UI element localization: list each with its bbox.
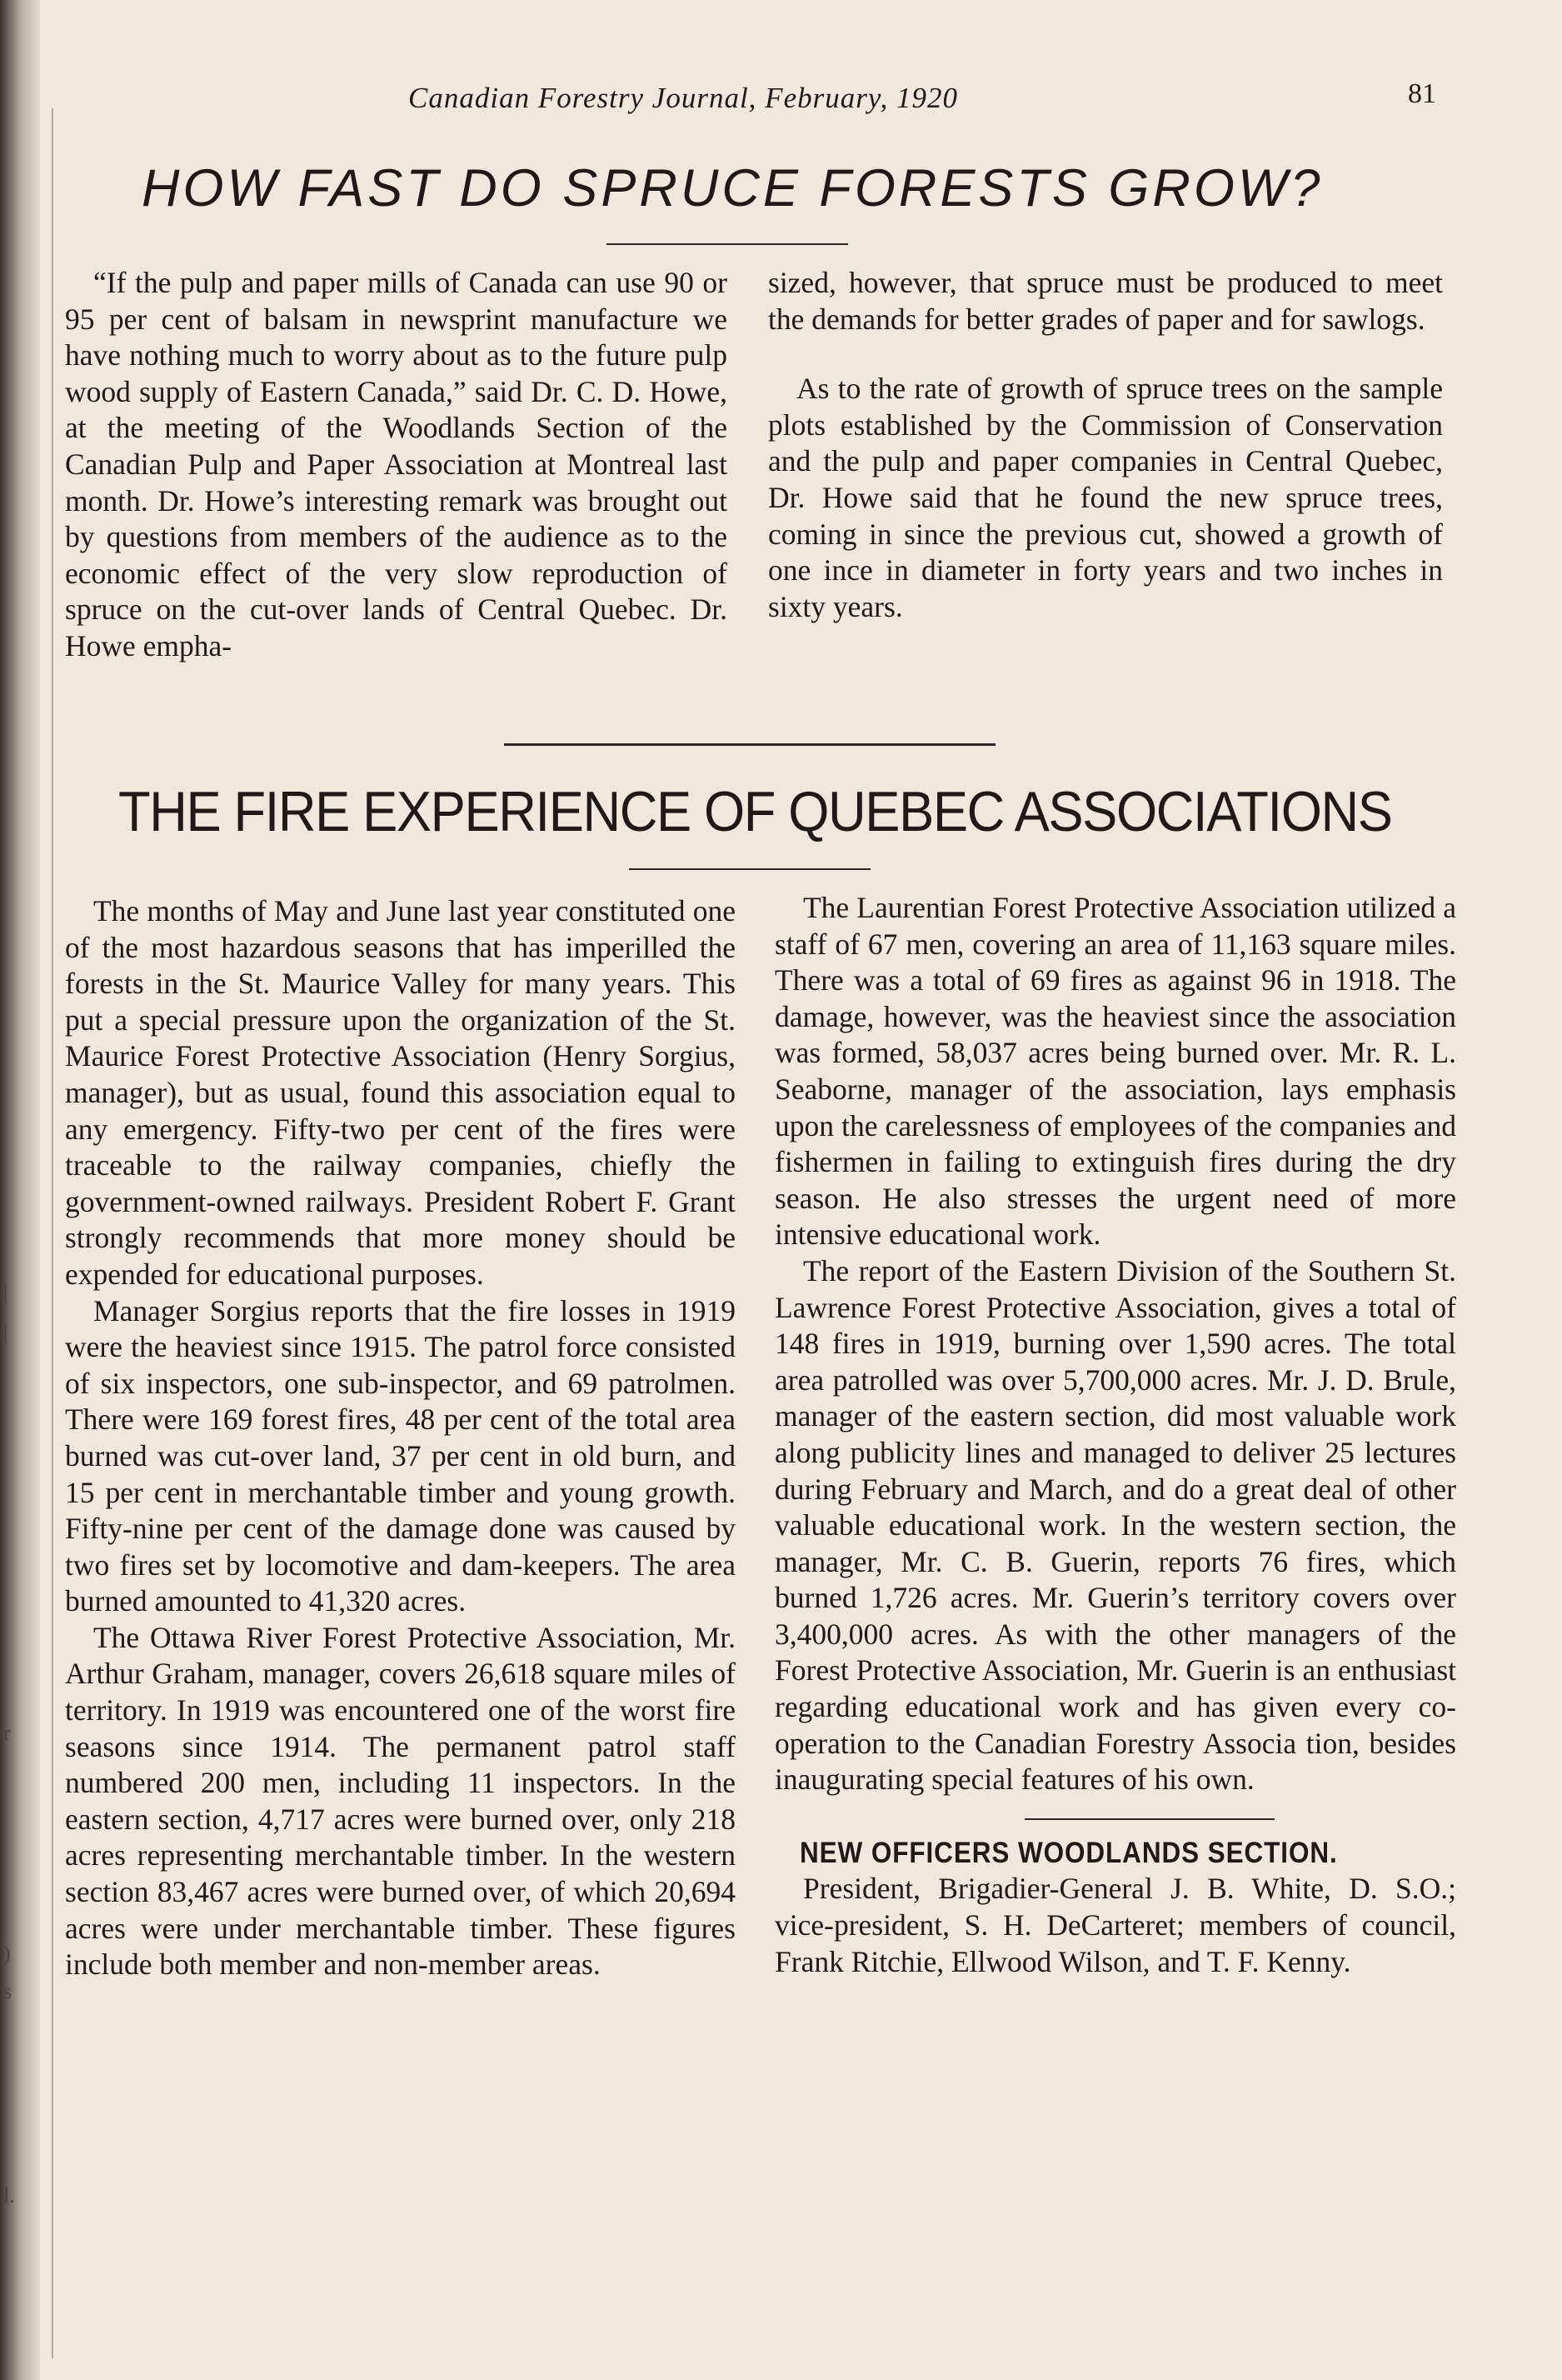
section-divider [504,743,996,746]
margin-mark: | [3,1279,8,1303]
section-rule [1025,1818,1275,1820]
running-head: Canadian Forestry Journal, February, 1920 [408,82,958,114]
paragraph: As to the rate of growth of spruce trees on the sample plots established by the Commission of Conservation and the pulp and paper companies in Central Quebec, Dr. Howe said that he found the new spruce trees, coming in since the previous cut, showed a growth of one ince in diameter in forty years and two inches in sixty years. [768,372,1443,623]
article-spruce-column-1 [65,265,727,665]
paragraph: The Ottawa River Forest Protective Association, Mr. Arthur Graham, manager, covers 26,618 square miles of territory. In 1919 was encountered one of the worst fire seasons since 1914. The permanent patrol staff numbered 200 men, including 11 inspectors. In the eastern section, 4,717 acres were burned over, only 218 acres representing merchantable timber. In the western section 83,467 acres were burned over, of which 20,694 acres were under merchantable timber. These figures include both member and non-member areas. [65,1620,736,1982]
article-fire-column-2 [775,890,1456,1980]
article-fire-column-1 [65,893,736,1983]
paragraph: The Laurentian Forest Protective Association utilized a staff of 67 men, covering an area of 11,163 square miles. There was a total of 69 fires as against 96 in 1918. The damage, however, was the heaviest since the association was formed, 58,037 acres being burned over. Mr. R. L. Seaborne, manager of the association, lays emphasis upon the carelessness of employees of the companies and fishermen in failing to extinguish fires during the dry season. He also stresses the urgent need of more intensive educational work. [775,891,1456,1252]
officers-heading: NEW OFFICERS WOODLANDS SECTION. [800,1836,1338,1869]
title-rule [629,868,871,870]
article-spruce-column-2 [768,265,1443,625]
paragraph: Manager Sorgius reports that the fire losses in 1919 were the heaviest since 1915. The patrol force consisted of six inspectors, one sub-inspector, and 69 patrolmen. There were 169 forest fires, 48 per cent of the total area burned was cut-over land, 37 per cent in old burn, and 15 per cent in merchantable timber and young growth. Fifty-nine per cent of the damage done was caused by two fires set by locomotive and dam-keepers. The area burned amounted to 41,320 acres. [65,1293,736,1618]
paragraph: The months of May and June last year constituted one of the most hazardous seasons that has imperilled the forests in the St. Maurice Valley for many years. This put a special pressure upon the organization of the St. Maurice Forest Protective Association (Henry Sorgius, manager), but as usual, found this association equal to any emergency. Fifty-two per cent of the fires were traceable to the railway companies, chiefly the government-owned railways. President Robert F. Grant strongly recommends that more money should be expended for educational purposes. [65,894,736,1291]
margin-mark: s [3,1979,12,2003]
officers-paragraph: President, Brigadier-General J. B. White, D. S.O.; vice-president, S. H. DeCarteret; members of council, Frank Ritchie, Ellwood Wilson, and T. F. Kenny. [775,1872,1456,1978]
margin-mark: l. [3,2183,15,2208]
paragraph: The report of the Eastern Division of the Southern St. Lawrence Forest Protective Association, gives a total of 148 fires in 1919, burning over 1,590 acres. The total area patrolled was over 5,700,000 acres. Mr. J. D. Brule, manager of the eastern section, did most valuable work along publicity lines and managed to deliver 25 lectures during February and March, and do a great deal of other valuable educational work. In the western section, the manager, Mr. C. B. Guerin, reports 76 fires, which burned 1,726 acres. Mr. Guerin’s territory covers over 3,400,000 acres. As with the other managers of the Forest Protective Association, Mr. Guerin is an enthusiast regarding educational work and has given every co-operation to the Canadian Forestry Associa tion, besides inaugurating special features of his own. [775,1253,1456,1797]
page-number: 81 [1408,78,1436,109]
margin-mark: | [3,1321,8,1345]
binding-edge-line [52,108,53,2358]
page-binding-shadow [0,0,40,2380]
article-title-spruce: HOW FAST DO SPRUCE FORESTS GROW? [142,159,1324,218]
paragraph: “If the pulp and paper mills of Canada can use 90 or 95 per cent of balsam in newsprint manufacture we have nothing much to worry about as to the future pulp wood supply of Eastern Canada,” said Dr. C. D. Howe, at the meeting of the Woodlands Section of the Canadian Pulp and Paper Association at Montreal last month. Dr. Howe’s interesting remark was brought out by questions from members of the audience as to the economic effect of the very slow reproduction of spruce on the cut-over lands of Central Quebec. Dr. Howe empha- [65,266,727,662]
margin-mark: ) [3,1942,11,1966]
article-title-fire: THE FIRE EXPERIENCE OF QUEBEC ASSOCIATIONS [118,780,1392,843]
paragraph: sized, however, that spruce must be produced to meet the demands for better grades of paper and for sawlogs. [768,266,1443,336]
margin-mark: r [3,1721,11,1745]
title-rule [606,243,848,245]
